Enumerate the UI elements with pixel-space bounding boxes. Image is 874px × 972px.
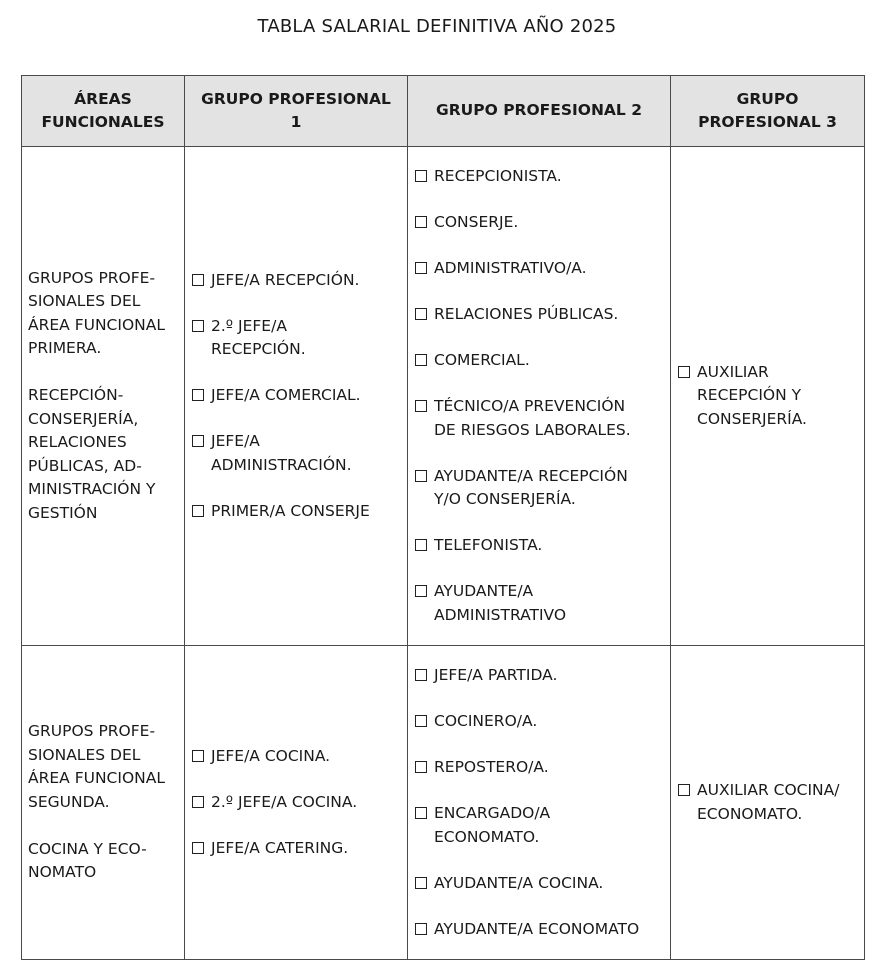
job-item xyxy=(415,580,662,627)
job-label-line: ADMINISTRATIVO xyxy=(434,605,567,624)
job-label xyxy=(434,756,662,780)
header-row xyxy=(22,76,865,147)
checkbox-icon xyxy=(192,750,204,762)
job-label xyxy=(434,303,662,327)
area-text-line: ÁREA FUNCIONAL xyxy=(28,769,165,788)
area-spacer xyxy=(28,814,178,838)
area-text-line: RECEPCIÓN- xyxy=(28,386,124,405)
job-label-line: TELEFONISTA. xyxy=(434,536,543,554)
area-text-line: MINISTRACIÓN Y xyxy=(28,480,156,499)
job-item xyxy=(415,756,662,780)
job-label-line: JEFE/A COMERCIAL. xyxy=(211,386,361,405)
checkbox-icon xyxy=(415,715,427,727)
job-label-line: ECONOMATO. xyxy=(434,827,540,846)
job-item xyxy=(415,534,662,558)
job-item xyxy=(415,165,662,189)
job-label-line: RECEPCIONISTA. xyxy=(434,167,562,185)
job-label xyxy=(434,349,662,373)
job-label-line: COMERCIAL. xyxy=(434,351,530,369)
job-item xyxy=(415,710,662,734)
job-item xyxy=(192,315,399,362)
job-item xyxy=(415,211,662,235)
checkbox-icon xyxy=(415,539,427,551)
header-line: 1 xyxy=(290,113,302,131)
area-text-line: CONSERJERÍA, xyxy=(28,409,139,428)
job-label xyxy=(697,779,856,826)
page-title: TABLA SALARIAL DEFINITIVA AÑO 2025 xyxy=(257,16,617,37)
job-item xyxy=(192,500,399,524)
job-label-line: RELACIONES PÚBLICAS. xyxy=(434,305,619,323)
job-label xyxy=(211,837,399,861)
area-spacer xyxy=(28,361,178,385)
job-item xyxy=(678,361,856,432)
group1-cell xyxy=(185,646,408,960)
job-label xyxy=(434,257,662,281)
area-text-line: GRUPOS PROFE- xyxy=(28,722,156,741)
header-line: FUNCIONALES xyxy=(41,113,165,131)
job-label xyxy=(434,802,662,849)
checkbox-icon xyxy=(415,216,427,228)
checkbox-icon xyxy=(415,470,427,482)
area-text-line: COCINA Y ECO- xyxy=(28,839,147,858)
checkbox-icon xyxy=(415,585,427,597)
job-item xyxy=(192,430,399,477)
job-label xyxy=(434,534,662,558)
job-label-line: JEFE/A COCINA. xyxy=(211,746,331,765)
job-label-line: DE RIESGOS LABORALES. xyxy=(434,420,631,439)
job-label-line: JEFE/A CATERING. xyxy=(211,838,349,857)
job-label-line: RECEPCIÓN Y xyxy=(697,386,802,405)
job-label-line: CONSERJERÍA. xyxy=(697,409,807,428)
job-label-line: COCINERO/A. xyxy=(434,712,538,730)
job-item xyxy=(192,791,399,815)
job-item xyxy=(415,465,662,512)
checkbox-icon xyxy=(192,274,204,286)
job-label-line: REPOSTERO/A. xyxy=(434,758,549,776)
checkbox-icon xyxy=(415,354,427,366)
area-text-line: PRIMERA. xyxy=(28,339,102,358)
group3-cell xyxy=(671,646,865,960)
checkbox-icon xyxy=(192,842,204,854)
checkbox-icon xyxy=(415,308,427,320)
header-line: PROFESIONAL 3 xyxy=(698,113,837,131)
job-item xyxy=(415,303,662,327)
area-text-line: GESTIÓN xyxy=(28,503,98,522)
job-label xyxy=(434,211,662,235)
group2-cell xyxy=(408,147,671,646)
area-text-line: GRUPOS PROFE- xyxy=(28,268,156,287)
checkbox-icon xyxy=(415,170,427,182)
area-text-line: PÚBLICAS, AD- xyxy=(28,456,142,475)
job-label-line: Y/O CONSERJERÍA. xyxy=(434,490,576,508)
checkbox-icon xyxy=(192,505,204,517)
job-label xyxy=(697,361,856,432)
job-label xyxy=(434,465,662,512)
header-grupo-profesional-1 xyxy=(185,76,408,147)
job-label xyxy=(211,315,399,362)
job-label-line: JEFE/A PARTIDA. xyxy=(434,666,558,684)
job-label-line: ADMINISTRACIÓN. xyxy=(211,455,352,474)
job-label xyxy=(211,430,399,477)
job-label-line: TÉCNICO/A PREVENCIÓN xyxy=(434,397,626,415)
job-label-line: AYUDANTE/A COCINA. xyxy=(434,873,604,892)
header-line: GRUPO PROFESIONAL 2 xyxy=(436,101,642,120)
job-label xyxy=(434,165,662,189)
checkbox-icon xyxy=(415,400,427,412)
job-label-line: ECONOMATO. xyxy=(697,804,803,823)
job-label-line: RECEPCIÓN. xyxy=(211,340,306,359)
checkbox-icon xyxy=(415,877,427,889)
job-item xyxy=(415,872,662,896)
job-label-line: PRIMER/A CONSERJE xyxy=(211,501,370,520)
job-item xyxy=(415,918,662,942)
job-label xyxy=(211,384,399,408)
table-row xyxy=(22,147,865,646)
checkbox-icon xyxy=(678,784,690,796)
job-label-line: 2.º JEFE/A COCINA. xyxy=(211,792,358,811)
checkbox-icon xyxy=(192,796,204,808)
checkbox-icon xyxy=(192,320,204,332)
job-item xyxy=(415,664,662,688)
job-label-line: AUXILIAR COCINA/ xyxy=(697,781,840,799)
header-grupo-profesional-2 xyxy=(408,76,671,147)
checkbox-icon xyxy=(192,435,204,447)
job-label xyxy=(434,395,662,442)
area-text-line: SIONALES DEL xyxy=(28,292,141,311)
header-areas-funcionales xyxy=(22,76,185,147)
job-label xyxy=(211,791,399,815)
header-line: GRUPO PROFESIONAL xyxy=(201,89,391,108)
job-label-line: AYUDANTE/A RECEPCIÓN xyxy=(434,466,628,485)
job-item xyxy=(678,779,856,826)
job-label xyxy=(211,269,399,293)
header-line: GRUPO xyxy=(736,89,799,108)
job-label-line: ENCARGADO/A xyxy=(434,804,551,822)
job-label xyxy=(211,500,399,524)
area-cell xyxy=(22,147,185,646)
job-label xyxy=(434,580,662,627)
job-label-line: AYUDANTE/A xyxy=(434,582,534,600)
table-row xyxy=(22,646,865,960)
area-text-line: ÁREA FUNCIONAL xyxy=(28,315,165,334)
job-item xyxy=(415,349,662,373)
job-item xyxy=(192,837,399,861)
job-label-line: ADMINISTRATIVO/A. xyxy=(434,259,587,277)
group3-cell xyxy=(671,147,865,646)
checkbox-icon xyxy=(678,366,690,378)
checkbox-icon xyxy=(415,923,427,935)
checkbox-icon xyxy=(415,761,427,773)
job-label-line: 2.º JEFE/A xyxy=(211,316,287,335)
group2-cell xyxy=(408,646,671,960)
checkbox-icon xyxy=(415,262,427,274)
job-label-line: AUXILIAR xyxy=(697,362,769,381)
checkbox-icon xyxy=(415,669,427,681)
job-item xyxy=(415,395,662,442)
job-label-line: CONSERJE. xyxy=(434,213,519,231)
checkbox-icon xyxy=(192,389,204,401)
job-item xyxy=(415,802,662,849)
job-label xyxy=(434,872,662,896)
job-label xyxy=(434,664,662,688)
job-item xyxy=(192,269,399,293)
job-label-line: JEFE/A RECEPCIÓN. xyxy=(211,270,360,289)
job-item xyxy=(192,745,399,769)
header-line: ÁREAS xyxy=(74,89,132,108)
job-item xyxy=(192,384,399,408)
header-grupo-profesional-3 xyxy=(671,76,865,147)
job-label xyxy=(434,918,662,942)
job-label xyxy=(211,745,399,769)
group1-cell xyxy=(185,147,408,646)
area-text-line: RELACIONES xyxy=(28,433,127,452)
checkbox-icon xyxy=(415,807,427,819)
area-cell xyxy=(22,646,185,960)
area-text-line: NOMATO xyxy=(28,863,97,882)
job-label-line: AYUDANTE/A ECONOMATO xyxy=(434,919,640,938)
job-item xyxy=(415,257,662,281)
job-label xyxy=(434,710,662,734)
area-text-line: SIONALES DEL xyxy=(28,745,141,764)
job-label-line: JEFE/A xyxy=(211,432,260,451)
area-text-line: SEGUNDA. xyxy=(28,792,110,811)
salary-table xyxy=(21,75,865,960)
